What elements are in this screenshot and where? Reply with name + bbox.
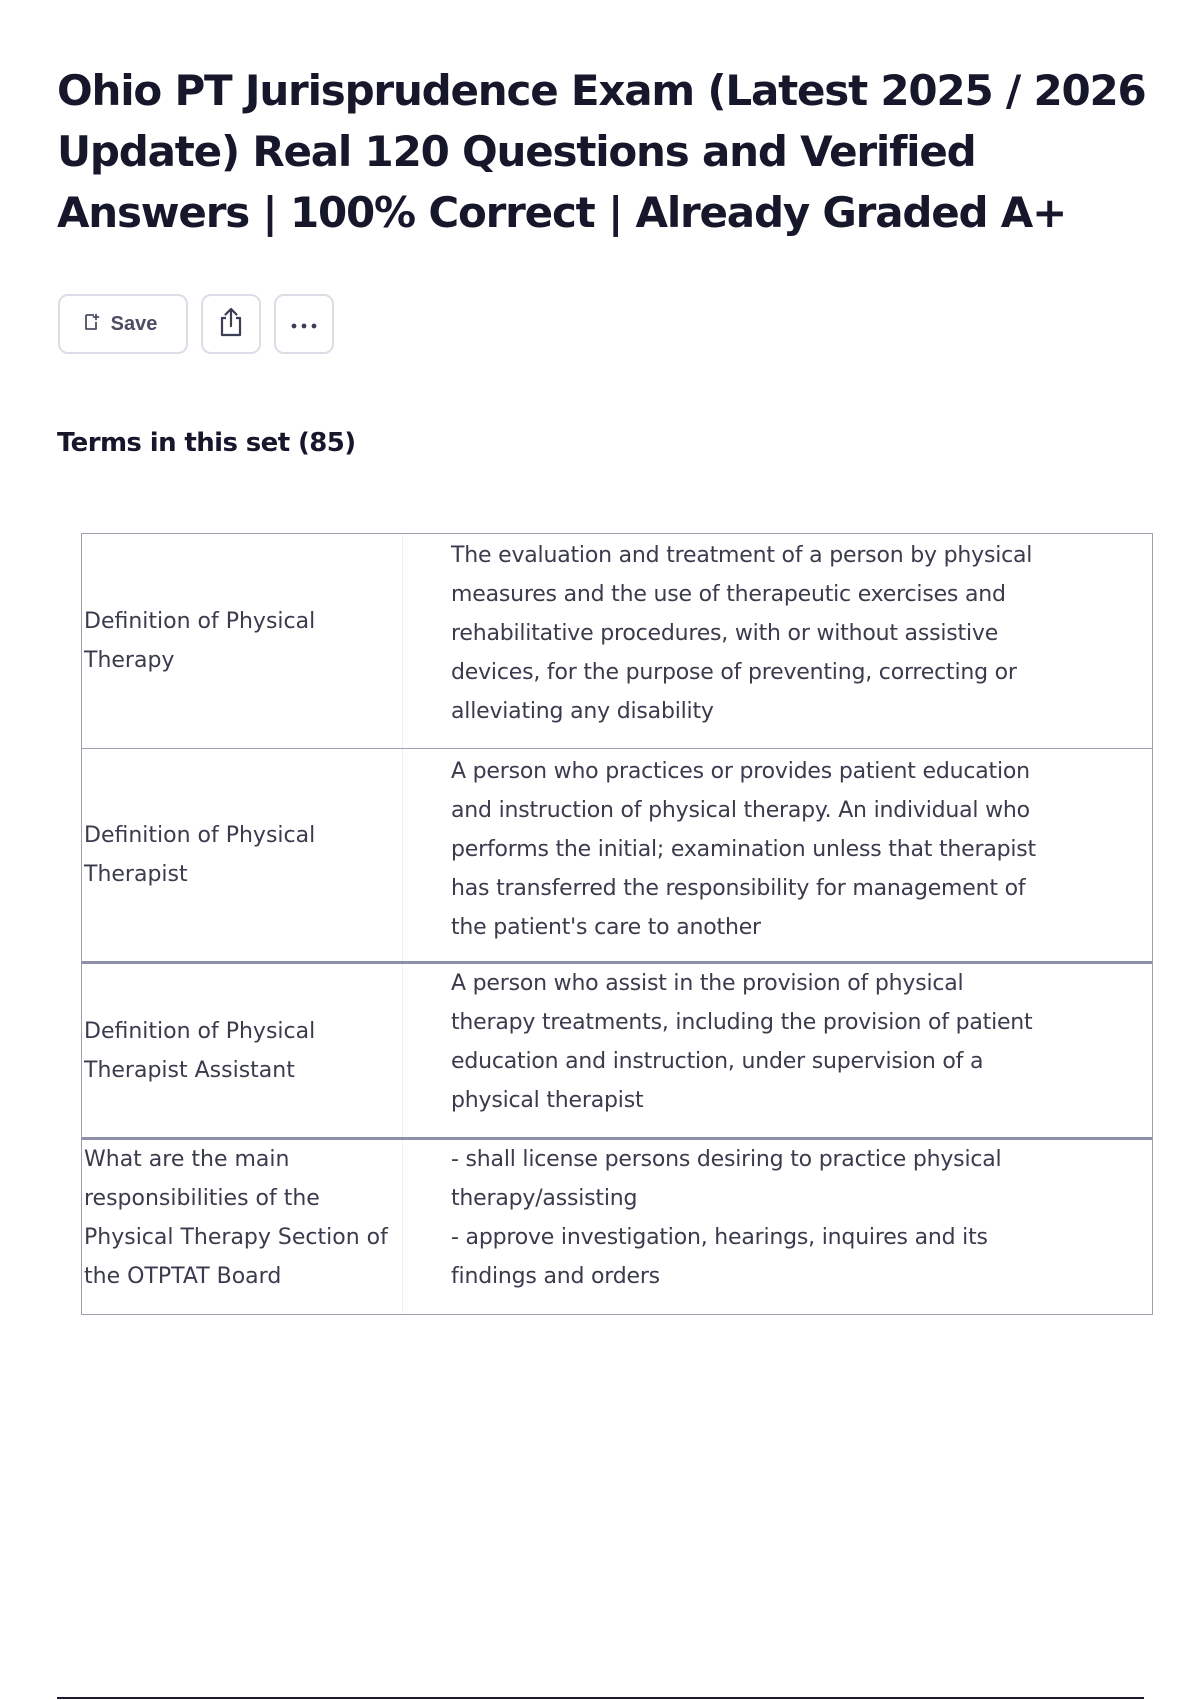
definition-cell [403, 1140, 1152, 1314]
definition-line: rehabilitative procedures, with or without assistive [451, 621, 999, 646]
bookmark-add-icon [83, 313, 101, 335]
footer-divider [57, 1697, 1144, 1699]
term-cell: Definition of Physical Therapy [82, 534, 403, 748]
term-cell: Definition of Physical Therapist [82, 749, 403, 961]
definition-line: and instruction of physical therapy. An individual who [451, 798, 1030, 823]
definition-line: - approve investigation, hearings, inquires and its [451, 1225, 988, 1250]
toolbar [58, 294, 334, 354]
definition-line: has transferred the responsibility for management of [451, 876, 1026, 901]
table-row[interactable] [82, 1140, 1152, 1314]
definition-cell [403, 749, 1152, 961]
share-icon [216, 306, 246, 342]
terms-table [81, 533, 1153, 1315]
definition-line: therapy treatments, including the provision of patient [451, 1010, 1033, 1035]
definition-line: findings and orders [451, 1264, 660, 1289]
table-row[interactable] [82, 964, 1152, 1140]
definition-line: measures and the use of therapeutic exercises and [451, 582, 1006, 607]
definition-line: the patient's care to another [451, 915, 761, 940]
definition-line: therapy/assisting [451, 1186, 638, 1211]
definition-line: - shall license persons desiring to practice physical [451, 1147, 1002, 1172]
definition-line: alleviating any disability [451, 699, 714, 724]
definition-line: performs the initial; examination unless that therapist [451, 837, 1036, 862]
share-button[interactable] [201, 294, 261, 354]
terms-heading: Terms in this set (85) [57, 428, 356, 458]
page-title: Ohio PT Jurisprudence Exam (Latest 2025 / 2026 Update) Real 120 Questions and Verified Answers | 100% Correct | Already Graded A+ [57, 66, 1146, 237]
table-row[interactable] [82, 534, 1152, 749]
table-row[interactable] [82, 749, 1152, 964]
definition-line: physical therapist [451, 1088, 644, 1113]
definition-line: devices, for the purpose of preventing, correcting or [451, 660, 1017, 685]
ellipsis-icon [290, 315, 318, 334]
definition-line: education and instruction, under supervision of a [451, 1049, 984, 1074]
definition-cell [403, 964, 1152, 1137]
definition-line: A person who assist in the provision of physical [451, 971, 964, 996]
more-options-button[interactable] [274, 294, 334, 354]
save-button-label: Save [110, 312, 158, 335]
definition-cell [403, 534, 1152, 748]
term-cell: Definition of Physical Therapist Assistant [82, 964, 403, 1137]
save-button[interactable] [58, 294, 188, 354]
definition-line: The evaluation and treatment of a person by physical [451, 543, 1033, 568]
term-cell: What are the main responsibilities of the Physical Therapy Section of the OTPTAT Board [82, 1140, 403, 1314]
definition-line: A person who practices or provides patient education [451, 759, 1030, 784]
